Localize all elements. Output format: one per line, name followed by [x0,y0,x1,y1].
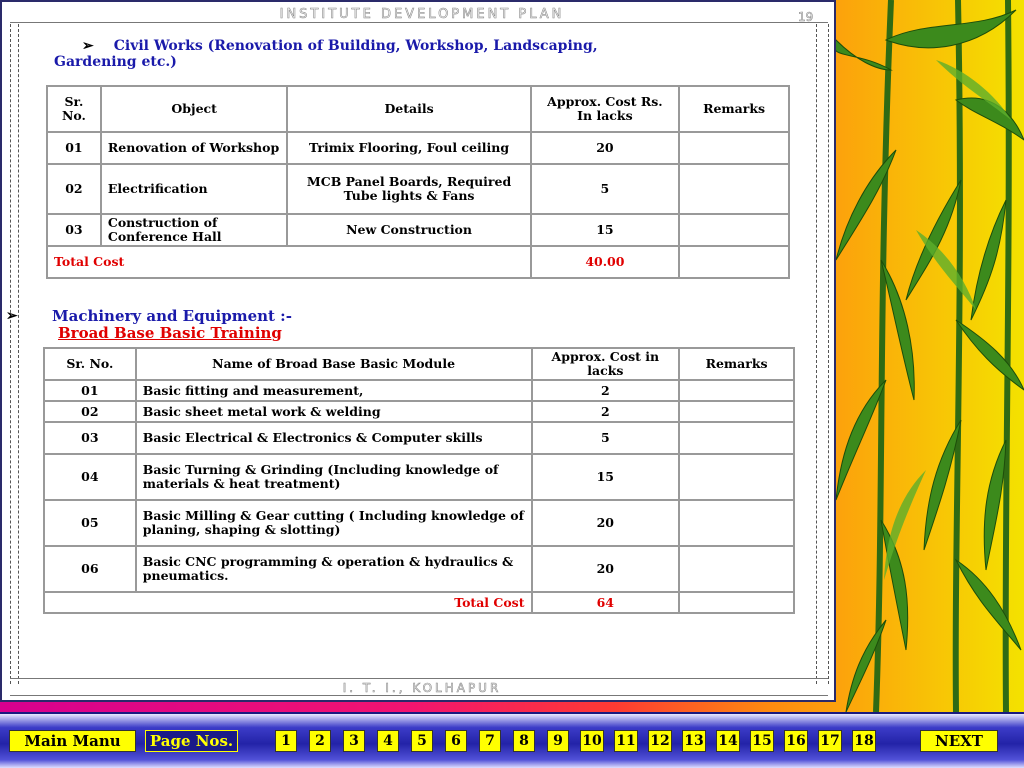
total-cost-value: 40.00 [531,246,680,278]
column-header: Remarks [679,86,789,132]
page-1-button[interactable]: 1 [275,730,297,752]
table-header-row [47,86,789,132]
column-header: Sr. No. [44,348,136,380]
bullet-arrow-icon: ➢ [82,38,94,54]
cell-object: Renovation of Workshop [101,132,288,164]
column-header: Remarks [679,348,794,380]
cell-sr: 04 [44,454,136,500]
bullet-arrow-icon: ➢ [6,308,18,324]
cell-cost: 5 [532,422,680,454]
table-header-row [44,348,794,380]
cell-remarks [679,164,789,214]
section-title-machinery: Machinery and Equipment :- [52,307,292,325]
cell-module-name: Basic fitting and measurement, [136,380,532,401]
column-header: Approx. Cost in lacks [532,348,680,380]
cell-cost: 20 [532,546,680,592]
bamboo-background-image [836,0,1024,712]
cell-module-name: Basic sheet metal work & welding [136,401,532,422]
cell-details: MCB Panel Boards, Required Tube lights & Fans [287,164,530,214]
document-header: INSTITUTE DEVELOPMENT PLAN [279,7,565,22]
next-button[interactable]: NEXT [920,730,998,752]
cell-remarks [679,500,794,546]
cell-remarks [679,246,789,278]
page-17-button[interactable]: 17 [818,730,842,752]
bottom-navigation-bar [0,712,1024,768]
page-14-button[interactable]: 14 [716,730,740,752]
cell-sr: 02 [47,164,101,214]
cell-sr: 03 [47,214,101,246]
section-title-line1: Civil Works (Renovation of Building, Workshop, Landscaping, [113,38,598,54]
cell-remarks [679,592,794,613]
frame-line [10,24,11,684]
cell-sr: 06 [44,546,136,592]
page-nos-label: Page Nos. [145,730,238,752]
cell-remarks [679,422,794,454]
column-header: Object [101,86,288,132]
page-number: 19 [798,10,814,24]
table-total-row [47,246,789,278]
column-header: Sr. No. [47,86,101,132]
cell-cost: 5 [531,164,680,214]
cell-cost: 2 [532,380,680,401]
cell-object: Electrification [101,164,288,214]
section-subtitle-broad-base: Broad Base Basic Training [58,324,282,342]
cell-sr: 01 [44,380,136,401]
page-8-button[interactable]: 8 [513,730,535,752]
total-cost-label: Total Cost [47,246,531,278]
cell-cost: 20 [532,500,680,546]
cell-details: Trimix Flooring, Foul ceiling [287,132,530,164]
table-total-row [44,592,794,613]
cell-sr: 01 [47,132,101,164]
cell-module-name: Basic Milling & Gear cutting ( Including knowledge of planing, shaping & slotting) [136,500,532,546]
page-9-button[interactable]: 9 [547,730,569,752]
column-header: Approx. Cost Rs. In lacks [531,86,680,132]
section-title-civil-works [54,38,824,70]
section-title-line2: Gardening etc.) [54,54,177,70]
cell-details: New Construction [287,214,530,246]
column-header: Name of Broad Base Basic Module [136,348,532,380]
cell-remarks [679,214,789,246]
frame-line [10,678,828,679]
cell-sr: 05 [44,500,136,546]
cell-module-name: Basic Electrical & Electronics & Computer skills [136,422,532,454]
table-row [44,546,794,592]
cell-sr: 02 [44,401,136,422]
table-row [44,401,794,422]
page-4-button[interactable]: 4 [377,730,399,752]
page-15-button[interactable]: 15 [750,730,774,752]
frame-line [828,24,829,684]
column-header: Details [287,86,530,132]
cell-cost: 15 [532,454,680,500]
total-cost-label: Total Cost [44,592,532,613]
page-16-button[interactable]: 16 [784,730,808,752]
table-row [47,214,789,246]
page-5-button[interactable]: 5 [411,730,433,752]
page-12-button[interactable]: 12 [648,730,672,752]
table-row [44,454,794,500]
total-cost-value: 64 [532,592,680,613]
frame-line [18,24,19,684]
cell-remarks [679,401,794,422]
page-11-button[interactable]: 11 [614,730,638,752]
page-10-button[interactable]: 10 [580,730,604,752]
frame-line [816,24,817,684]
cell-sr: 03 [44,422,136,454]
table-row [44,422,794,454]
page-6-button[interactable]: 6 [445,730,467,752]
main-menu-button[interactable]: Main Manu [9,730,136,752]
page-7-button[interactable]: 7 [479,730,501,752]
cell-cost: 20 [531,132,680,164]
cell-cost: 2 [532,401,680,422]
table-row [44,500,794,546]
cell-remarks [679,380,794,401]
cell-remarks [679,454,794,500]
cell-remarks [679,546,794,592]
document-footer: I. T. I., KOLHAPUR [342,681,502,695]
cell-remarks [679,132,789,164]
broad-base-module-table [43,347,795,614]
cell-module-name: Basic CNC programming & operation & hydraulics & pneumatics. [136,546,532,592]
table-row [44,380,794,401]
cell-object: Construction of Conference Hall [101,214,288,246]
page-3-button[interactable]: 3 [343,730,365,752]
table-row [47,164,789,214]
civil-works-table [46,85,790,279]
page-2-button[interactable]: 2 [309,730,331,752]
page-13-button[interactable]: 13 [682,730,706,752]
cell-cost: 15 [531,214,680,246]
table-row [47,132,789,164]
page-18-button[interactable]: 18 [852,730,876,752]
cell-module-name: Basic Turning & Grinding (Including knowledge of materials & heat treatment) [136,454,532,500]
